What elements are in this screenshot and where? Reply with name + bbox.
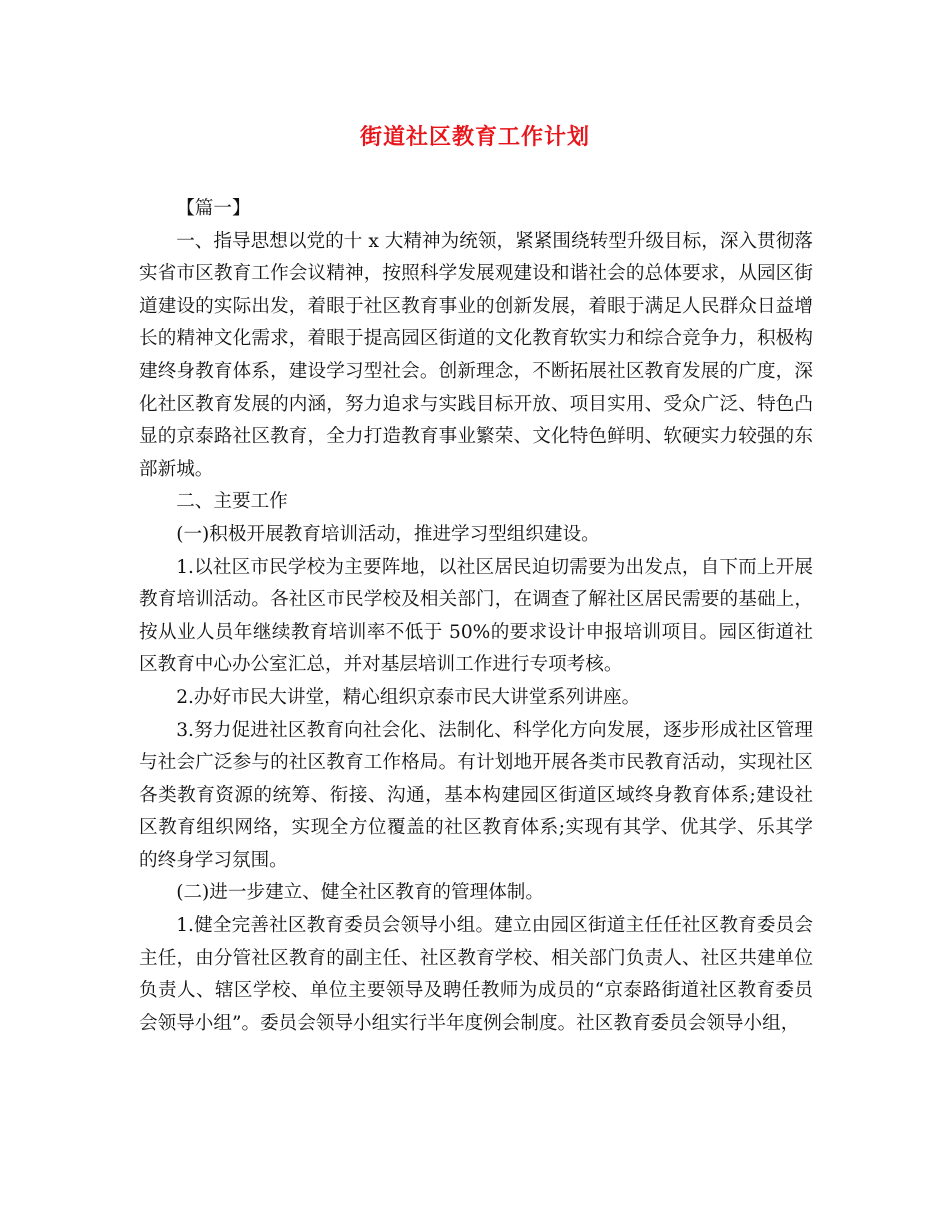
paragraph-item-1-2: 2.办好市民大讲堂，精心组织京泰市民大讲堂系列讲座。	[176, 686, 641, 708]
paragraph-main-work-heading: 二、主要工作	[176, 491, 288, 513]
paragraph-item-1-1: 1.以社区市民学校为主要阵地，以社区居民迫切需要为出发点，自下而上开展教育培训活动。各社区市民学校及相关部门，在调查了解社区居民需要的基础上，按从业人员年继续教育培训率不低于 50%的要求设计申报培训项目。园区街道社区教育中心办公室汇总，并对基层培训工作进行专项考核。	[139, 556, 813, 676]
section-heading: 【篇一】	[176, 198, 251, 219]
paragraph-item-2-1: 1.健全完善社区教育委员会领导小组。建立由园区街道主任任社区教育委员会主任，由分管社区教育的副主任、社区教育学校、相关部门负责人、社区共建单位负责人、辖区学校、单位主要领导及聘任教师为成员的“京泰路街道社区教育委员会领导小组”。委员会领导小组实行半年度例会制度。社区教育委员会领导小组，	[139, 915, 813, 1034]
document-title: 街道社区教育工作计划	[359, 124, 590, 150]
paragraph-subsection-2: (二)进一步建立、健全社区教育的管理体制。	[176, 882, 544, 904]
paragraph-guiding-ideology: 一、指导思想以党的十 x 大精神为统领，紧紧围绕转型升级目标，深入贯彻落实省市区教育工作会议精神，按照科学发展观建设和谐社会的总体要求，从园区街道建设的实际出发，着眼于社区教育事业的创新发展，着眼于满足人民群众日益增长的精神文化需求，着眼于提高园区街道的文化教育软实力和综合竞争力，积极构建终身教育体系，建设学习型社会。创新理念，不断拓展社区教育发展的广度，深化社区教育发展的内涵，努力追求与实践目标开放、项目实用、受众广泛、特色凸显的京泰路社区教育，全力打造教育事业繁荣、文化特色鲜明、软硬实力较强的东部新城。	[139, 230, 813, 480]
paragraph-item-1-3: 3.努力促进社区教育向社会化、法制化、科学化方向发展，逐步形成社区管理与社会广泛参与的社区教育工作格局。有计划地开展各类市民教育活动，实现社区各类教育资源的统筹、衔接、沟通，基本构建园区街道区域终身教育体系;建设社区教育组织网络，实现全方位覆盖的社区教育体系;实现有其学、优其学、乐其学的终身学习氛围。	[139, 719, 813, 871]
paragraph-subsection-1: (一)积极开展教育培训活动，推进学习型组织建设。	[176, 523, 600, 545]
document-body	[139, 193, 813, 1040]
